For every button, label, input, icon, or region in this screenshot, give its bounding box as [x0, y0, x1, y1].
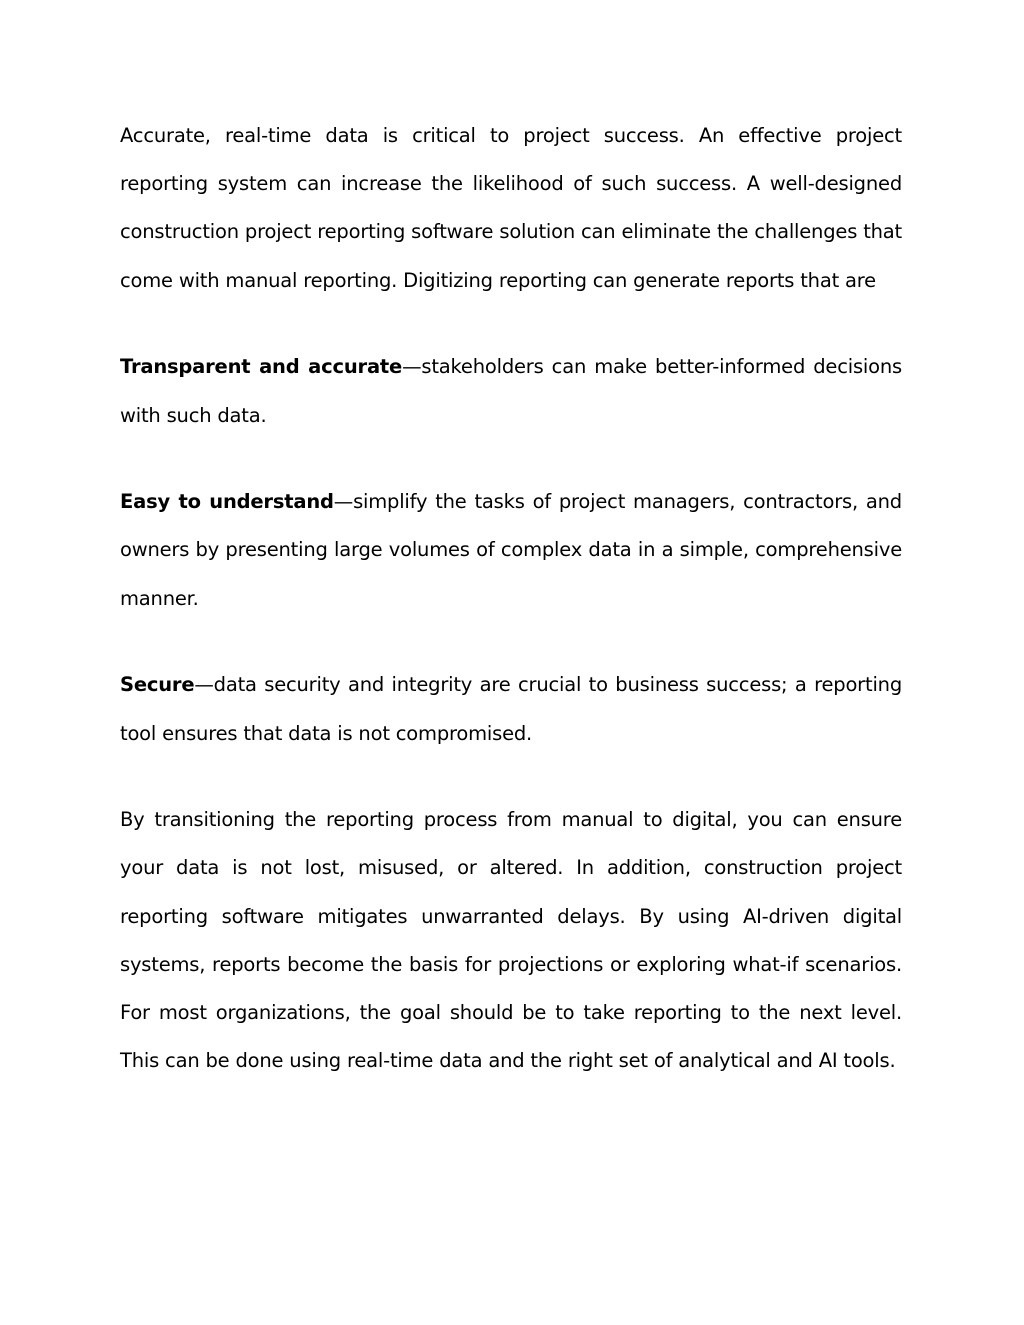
point-easy-to-understand [120, 478, 902, 623]
point-description: —stakeholders can make better-informed decisions with such data. [120, 355, 902, 427]
intro-paragraph: Accurate, real-time data is critical to project success. An effective project reporting system can increase the likelihood of such success. A well-designed construction project reporting software solution can eliminate the challenges that come with manual reporting. Digitizing reporting can generate reports that are [120, 124, 902, 292]
point-term: Transparent and accurate [120, 355, 403, 379]
point-transparent-accurate [120, 343, 902, 439]
point-secure [120, 661, 902, 757]
point-term: Easy to understand [120, 490, 334, 514]
point-description: —data security and integrity are crucial to business success; a reporting tool ensures that data is not compromised. [120, 673, 902, 745]
point-term: Secure [120, 673, 195, 697]
conclusion-paragraph: By transitioning the reporting process from manual to digital, you can ensure your data is not lost, misused, or altered. In addition, construction project reporting software mitigates unwarranted delays. By using AI-driven digital systems, reports become the basis for projections or exploring what-if scenarios. For most organizations, the goal should be to take reporting to the next level. This can be done using real-time data and the right set of analytical and AI tools. [120, 808, 902, 1073]
document-page [120, 112, 902, 1085]
point-description: —simplify the tasks of project managers, contractors, and owners by presenting large volumes of complex data in a simple, comprehensive manner. [120, 490, 902, 610]
